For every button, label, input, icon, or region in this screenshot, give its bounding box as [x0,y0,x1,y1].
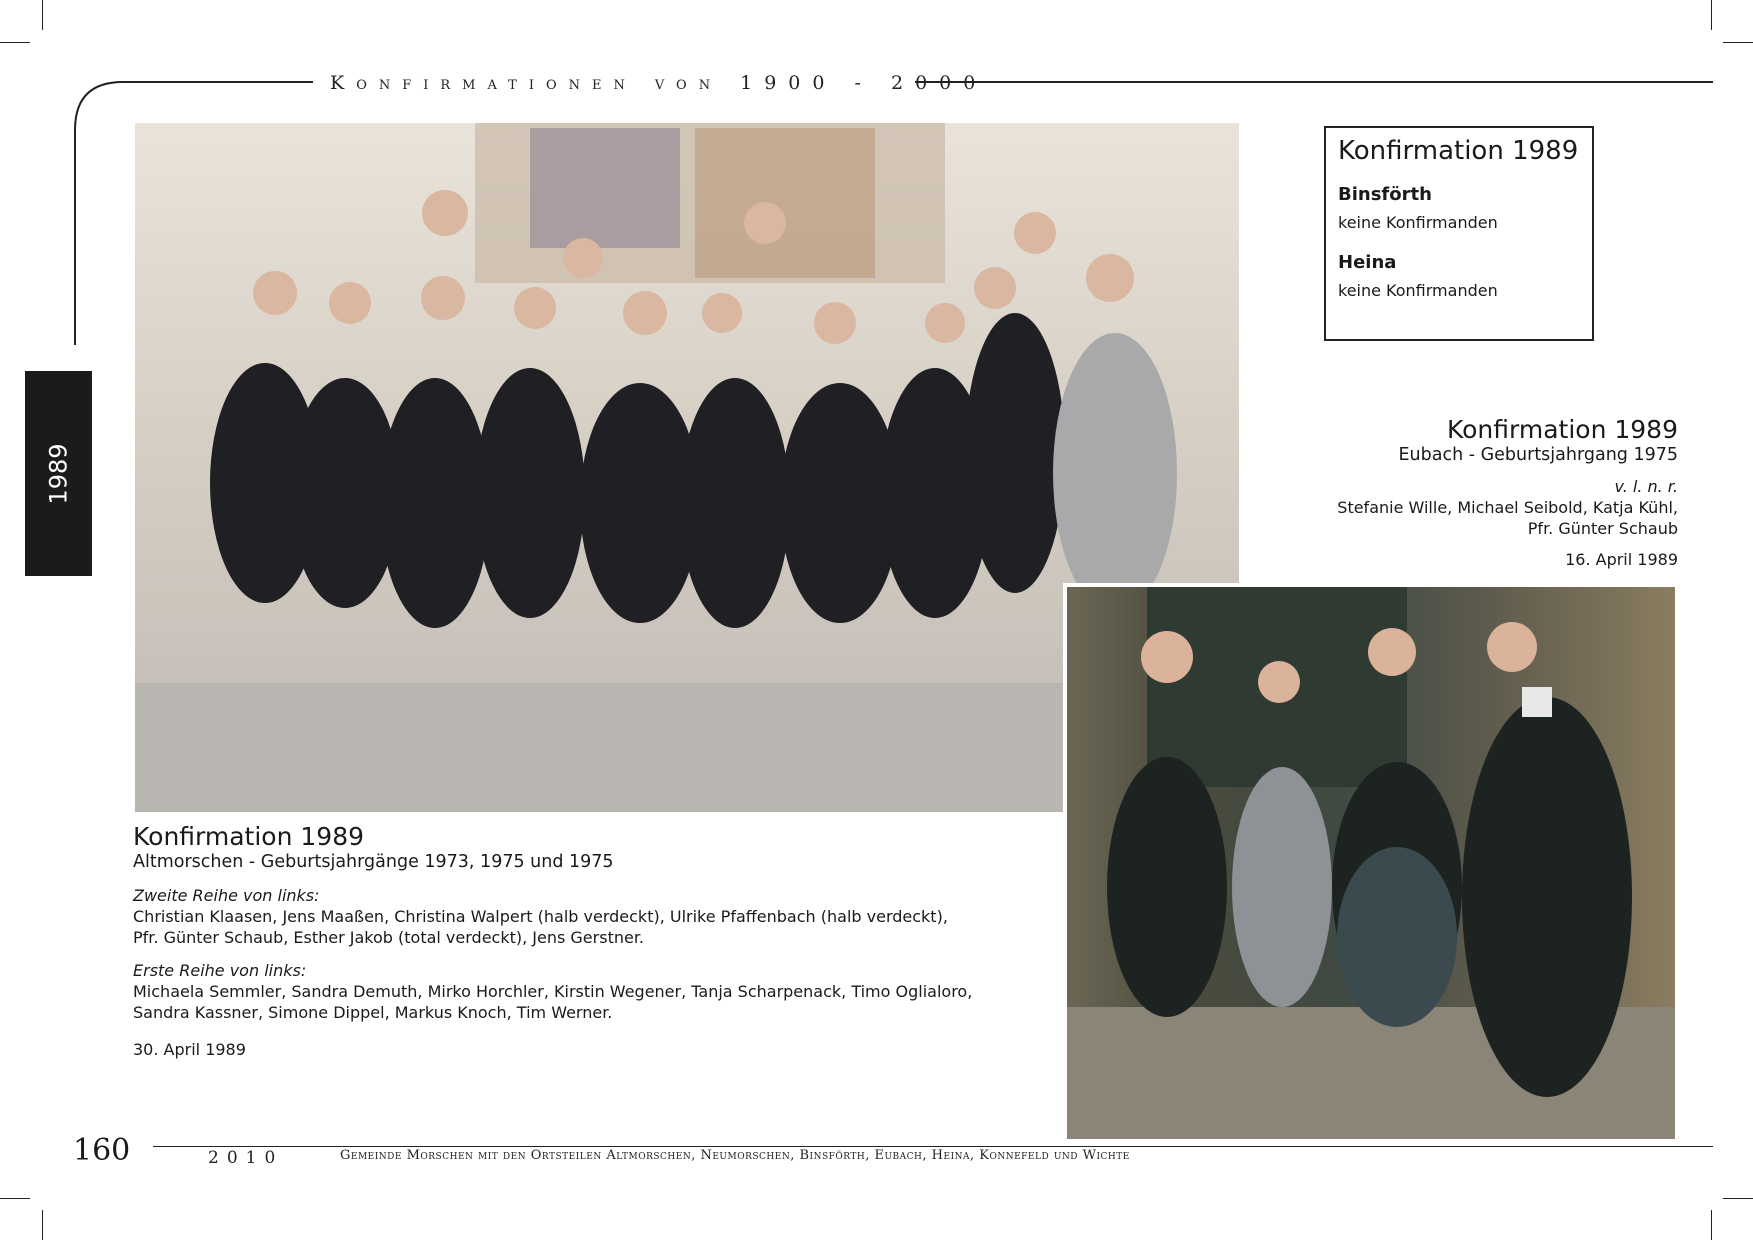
crop-mark [1723,1198,1753,1199]
caption-eubach-date: 16. April 1989 [1565,550,1678,569]
caption-row2-line2: Pfr. Günter Schaub, Esther Jakob (total verdeckt), Jens Gerstner. [133,928,645,947]
crop-mark [1711,1210,1712,1240]
running-header: Konfirmationen von 1900 - 2000 [330,72,988,94]
caption-eubach-names-line2: Pfr. Günter Schaub [1527,519,1678,538]
year-tab-label: 1989 [44,442,73,505]
info-note-heina: keine Konfirmanden [1338,281,1498,300]
info-place-binsfoerth: Binsförth [1338,184,1432,205]
crop-mark [0,1198,30,1199]
caption-eubach-order: v. l. n. r. [1614,477,1678,496]
caption-altmorschen [133,823,1033,1060]
footer-text: Gemeinde Morschen mit den Ortsteilen Altmorschen, Neumorschen, Binsförth, Eubach, Heina, Konnefeld und Wichte [340,1148,1130,1163]
info-box [1324,126,1594,341]
caption-altmorschen-date: 30. April 1989 [133,1040,246,1059]
page-number: 160 [73,1133,131,1168]
eubach-photo-illustration [1067,587,1675,1139]
caption-eubach-title: Konfirmation 1989 [1446,415,1678,444]
caption-eubach [1158,416,1678,570]
info-note-binsfoerth: keine Konfirmanden [1338,213,1498,232]
caption-altmorschen-subtitle: Altmorschen - Geburtsjahrgänge 1973, 1975 und 1975 [133,852,614,872]
footer-rule [153,1146,1713,1147]
caption-row1-line2: Sandra Kassner, Simone Dippel, Markus Knoch, Tim Werner. [133,1003,613,1022]
info-place-heina: Heina [1338,252,1397,273]
caption-altmorschen-title: Konfirmation 1989 [133,822,365,851]
caption-eubach-names-line1: Stefanie Wille, Michael Seibold, Katja Kühl, [1337,498,1678,517]
caption-row1-label: Erste Reihe von links: [133,961,307,980]
group-photo-eubach [1063,583,1679,1143]
footer-year: 2010 [208,1148,284,1168]
caption-row2-label: Zweite Reihe von links: [133,886,320,905]
year-tab [25,371,92,576]
info-box-title: Konfirmation 1989 [1338,136,1579,166]
crop-mark [42,1210,43,1240]
caption-row2-line1: Christian Klaasen, Jens Maaßen, Christina Walpert (halb verdeckt), Ulrike Pfaffenbach (halb verdeckt), [133,907,948,926]
caption-row1-line1: Michaela Semmler, Sandra Demuth, Mirko Horchler, Kirstin Wegener, Tanja Scharpenack, Timo Oglialoro, [133,982,973,1001]
caption-eubach-subtitle: Eubach - Geburtsjahrgang 1975 [1398,445,1678,465]
